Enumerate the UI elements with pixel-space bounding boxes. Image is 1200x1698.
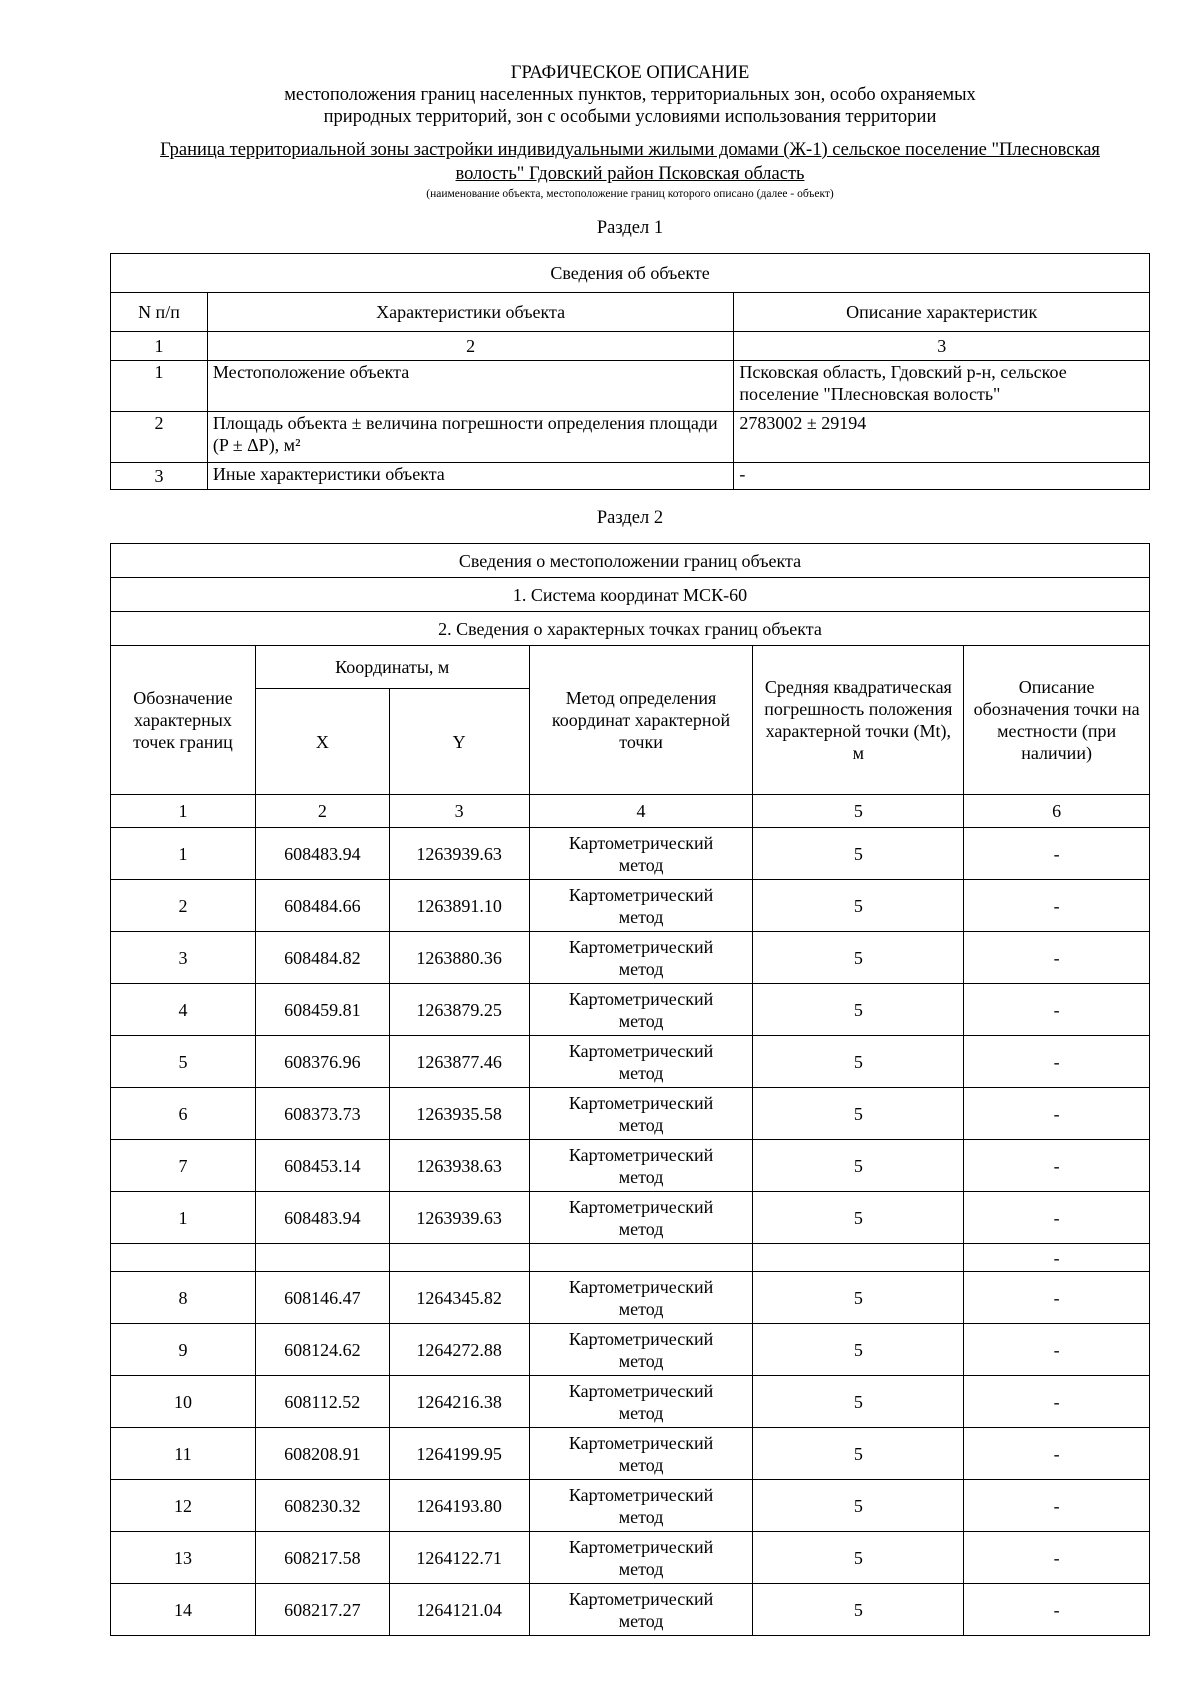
- numbering-cell: 5: [753, 795, 964, 828]
- points-title: 2. Сведения о характерных точках границ объекта: [111, 612, 1150, 646]
- cell-desc: -: [964, 1140, 1150, 1192]
- title-line-1: ГРАФИЧЕСКОЕ ОПИСАНИЕ: [510, 63, 750, 83]
- cell-error: 5: [753, 984, 964, 1036]
- cell-y: [389, 1244, 529, 1272]
- cell-desc: -: [964, 1272, 1150, 1324]
- object-name: [110, 138, 1150, 186]
- header-y: Y: [389, 689, 529, 795]
- cell-point: 5: [111, 1036, 256, 1088]
- cell-error: 5: [753, 932, 964, 984]
- cell-y: 1264193.80: [389, 1480, 529, 1532]
- cell-x: 608373.73: [255, 1088, 389, 1140]
- cell-method: Картометрический метод: [529, 828, 753, 880]
- cell-desc: -: [964, 880, 1150, 932]
- table-row: [111, 1324, 1150, 1376]
- cell-x: 608484.66: [255, 880, 389, 932]
- table-row: [111, 1088, 1150, 1140]
- table-row: [111, 1244, 1150, 1272]
- table-row: [111, 828, 1150, 880]
- numbering-cell: 6: [964, 795, 1150, 828]
- numbering-cell: 1: [111, 332, 208, 361]
- title-line-2: местоположения границ населенных пунктов, территориальных зон, особо охраняемых: [284, 85, 976, 105]
- cell-method: Картометрический метод: [529, 1088, 753, 1140]
- header-description: Описание характеристик: [734, 293, 1150, 332]
- cell-method: Картометрический метод: [529, 1376, 753, 1428]
- cell-error: 5: [753, 880, 964, 932]
- table-row: [111, 1272, 1150, 1324]
- cell-desc: -: [964, 1480, 1150, 1532]
- cell-method: Картометрический метод: [529, 1324, 753, 1376]
- cell-method: Картометрический метод: [529, 1272, 753, 1324]
- numbering-cell: 4: [529, 795, 753, 828]
- cell-y: 1264345.82: [389, 1272, 529, 1324]
- row-characteristic: Иные характеристики объекта: [207, 463, 733, 490]
- cell-point: 4: [111, 984, 256, 1036]
- cell-error: 5: [753, 1192, 964, 1244]
- table-row: [111, 1376, 1150, 1428]
- cell-error: 5: [753, 1428, 964, 1480]
- object-name-line-1: Граница территориальной зоны застройки индивидуальными жилыми домами (Ж-1) сельское поселение "Плесновская: [160, 140, 1100, 160]
- table-row: [111, 1428, 1150, 1480]
- cell-method: Картометрический метод: [529, 984, 753, 1036]
- numbering-cell: 2: [255, 795, 389, 828]
- cell-method: Картометрический метод: [529, 1036, 753, 1088]
- cell-point: 7: [111, 1140, 256, 1192]
- cell-x: 608217.58: [255, 1532, 389, 1584]
- cell-x: [255, 1244, 389, 1272]
- row-description: 2783002 ± 29194: [734, 412, 1150, 463]
- cell-y: 1263939.63: [389, 828, 529, 880]
- cell-point: 2: [111, 880, 256, 932]
- cell-error: 5: [753, 828, 964, 880]
- cell-desc: -: [964, 1324, 1150, 1376]
- header-point: Обозначение характерных точек границ: [111, 646, 256, 795]
- cell-error: 5: [753, 1036, 964, 1088]
- cell-y: 1264199.95: [389, 1428, 529, 1480]
- cell-x: 608146.47: [255, 1272, 389, 1324]
- cell-desc: -: [964, 1532, 1150, 1584]
- cell-x: 608217.27: [255, 1584, 389, 1636]
- cell-error: 5: [753, 1088, 964, 1140]
- cell-y: 1263880.36: [389, 932, 529, 984]
- cell-desc: -: [964, 984, 1150, 1036]
- cell-error: 5: [753, 1272, 964, 1324]
- section2-table: [110, 543, 1150, 1636]
- cell-method: Картометрический метод: [529, 1140, 753, 1192]
- cell-point: 14: [111, 1584, 256, 1636]
- header-characteristic: Характеристики объекта: [207, 293, 733, 332]
- cell-error: 5: [753, 1480, 964, 1532]
- cell-desc: -: [964, 1376, 1150, 1428]
- cell-y: 1264216.38: [389, 1376, 529, 1428]
- cell-error: 5: [753, 1376, 964, 1428]
- header-method: Метод определения координат характерной точки: [529, 646, 753, 795]
- cell-desc: -: [964, 828, 1150, 880]
- table-row: [111, 1480, 1150, 1532]
- table-row: [111, 932, 1150, 984]
- cell-point: 8: [111, 1272, 256, 1324]
- cell-error: 5: [753, 1140, 964, 1192]
- row-n: 1: [111, 361, 208, 412]
- cell-point: 9: [111, 1324, 256, 1376]
- cell-y: 1264272.88: [389, 1324, 529, 1376]
- cell-desc: -: [964, 1192, 1150, 1244]
- cell-method: Картометрический метод: [529, 1584, 753, 1636]
- cell-method: Картометрический метод: [529, 1192, 753, 1244]
- row-description: Псковская область, Гдовский р-н, сельское поселение "Плесновская волость": [734, 361, 1150, 412]
- cell-point: 3: [111, 932, 256, 984]
- section1-table: [110, 253, 1150, 490]
- header-desc: Описание обозначения точки на местности (при наличии): [964, 646, 1150, 795]
- cell-x: 608484.82: [255, 932, 389, 984]
- table-row: [111, 1584, 1150, 1636]
- cell-point: 13: [111, 1532, 256, 1584]
- table-row: [111, 1532, 1150, 1584]
- object-caption: (наименование объекта, местоположение границ которого описано (далее - объект): [426, 188, 834, 200]
- row-n: 3: [111, 463, 208, 490]
- cell-method: Картометрический метод: [529, 1480, 753, 1532]
- cell-y: 1263939.63: [389, 1192, 529, 1244]
- cell-error: 5: [753, 1532, 964, 1584]
- cell-point: 1: [111, 828, 256, 880]
- cell-y: 1263938.63: [389, 1140, 529, 1192]
- table-row: [111, 1140, 1150, 1192]
- cell-point: 12: [111, 1480, 256, 1532]
- cell-x: 608230.32: [255, 1480, 389, 1532]
- cell-point: 11: [111, 1428, 256, 1480]
- cell-x: 608376.96: [255, 1036, 389, 1088]
- row-characteristic: Местоположение объекта: [207, 361, 733, 412]
- cell-error: 5: [753, 1584, 964, 1636]
- row-description: -: [734, 463, 1150, 490]
- object-name-line-2: волость" Гдовский район Псковская область: [455, 164, 805, 184]
- cell-method: Картометрический метод: [529, 1532, 753, 1584]
- cell-point: 1: [111, 1192, 256, 1244]
- coord-system: 1. Система координат МСК-60: [111, 578, 1150, 612]
- section2-table-title: Сведения о местоположении границ объекта: [111, 544, 1150, 578]
- cell-y: 1263891.10: [389, 880, 529, 932]
- cell-x: 608124.62: [255, 1324, 389, 1376]
- cell-x: 608459.81: [255, 984, 389, 1036]
- cell-desc: -: [964, 932, 1150, 984]
- cell-desc: -: [964, 1584, 1150, 1636]
- cell-x: 608483.94: [255, 828, 389, 880]
- cell-error: [753, 1244, 964, 1272]
- cell-x: 608112.52: [255, 1376, 389, 1428]
- cell-desc: -: [964, 1244, 1150, 1272]
- cell-desc: -: [964, 1088, 1150, 1140]
- cell-error: 5: [753, 1324, 964, 1376]
- cell-y: 1263879.25: [389, 984, 529, 1036]
- numbering-cell: 3: [389, 795, 529, 828]
- cell-method: [529, 1244, 753, 1272]
- row-n: 2: [111, 412, 208, 463]
- table-row: [111, 984, 1150, 1036]
- table-row: [111, 1036, 1150, 1088]
- numbering-cell: 1: [111, 795, 256, 828]
- section1-table-title: Сведения об объекте: [111, 254, 1150, 293]
- section2-label: Раздел 2: [596, 508, 664, 528]
- section1-label: Раздел 1: [596, 218, 664, 238]
- title-line-3: природных территорий, зон с особыми условиями использования территории: [323, 107, 937, 127]
- cell-y: 1263877.46: [389, 1036, 529, 1088]
- cell-point: [111, 1244, 256, 1272]
- cell-x: 608453.14: [255, 1140, 389, 1192]
- cell-point: 10: [111, 1376, 256, 1428]
- document-title: [0, 62, 1200, 128]
- header-error: Средняя квадратическая погрешность положения характерной точки (Mt), м: [753, 646, 964, 795]
- table-row: [111, 880, 1150, 932]
- cell-x: 608208.91: [255, 1428, 389, 1480]
- cell-method: Картометрический метод: [529, 932, 753, 984]
- table-row: [111, 1192, 1150, 1244]
- numbering-cell: 2: [207, 332, 733, 361]
- row-characteristic: Площадь объекта ± величина погрешности определения площади (P ± ΔP), м²: [207, 412, 733, 463]
- cell-method: Картометрический метод: [529, 880, 753, 932]
- numbering-cell: 3: [734, 332, 1150, 361]
- cell-y: 1263935.58: [389, 1088, 529, 1140]
- cell-x: 608483.94: [255, 1192, 389, 1244]
- cell-y: 1264122.71: [389, 1532, 529, 1584]
- header-coords: Координаты, м: [255, 646, 529, 689]
- header-x: X: [255, 689, 389, 795]
- cell-desc: -: [964, 1036, 1150, 1088]
- cell-point: 6: [111, 1088, 256, 1140]
- header-n: N п/п: [111, 293, 208, 332]
- cell-y: 1264121.04: [389, 1584, 529, 1636]
- cell-desc: -: [964, 1428, 1150, 1480]
- cell-method: Картометрический метод: [529, 1428, 753, 1480]
